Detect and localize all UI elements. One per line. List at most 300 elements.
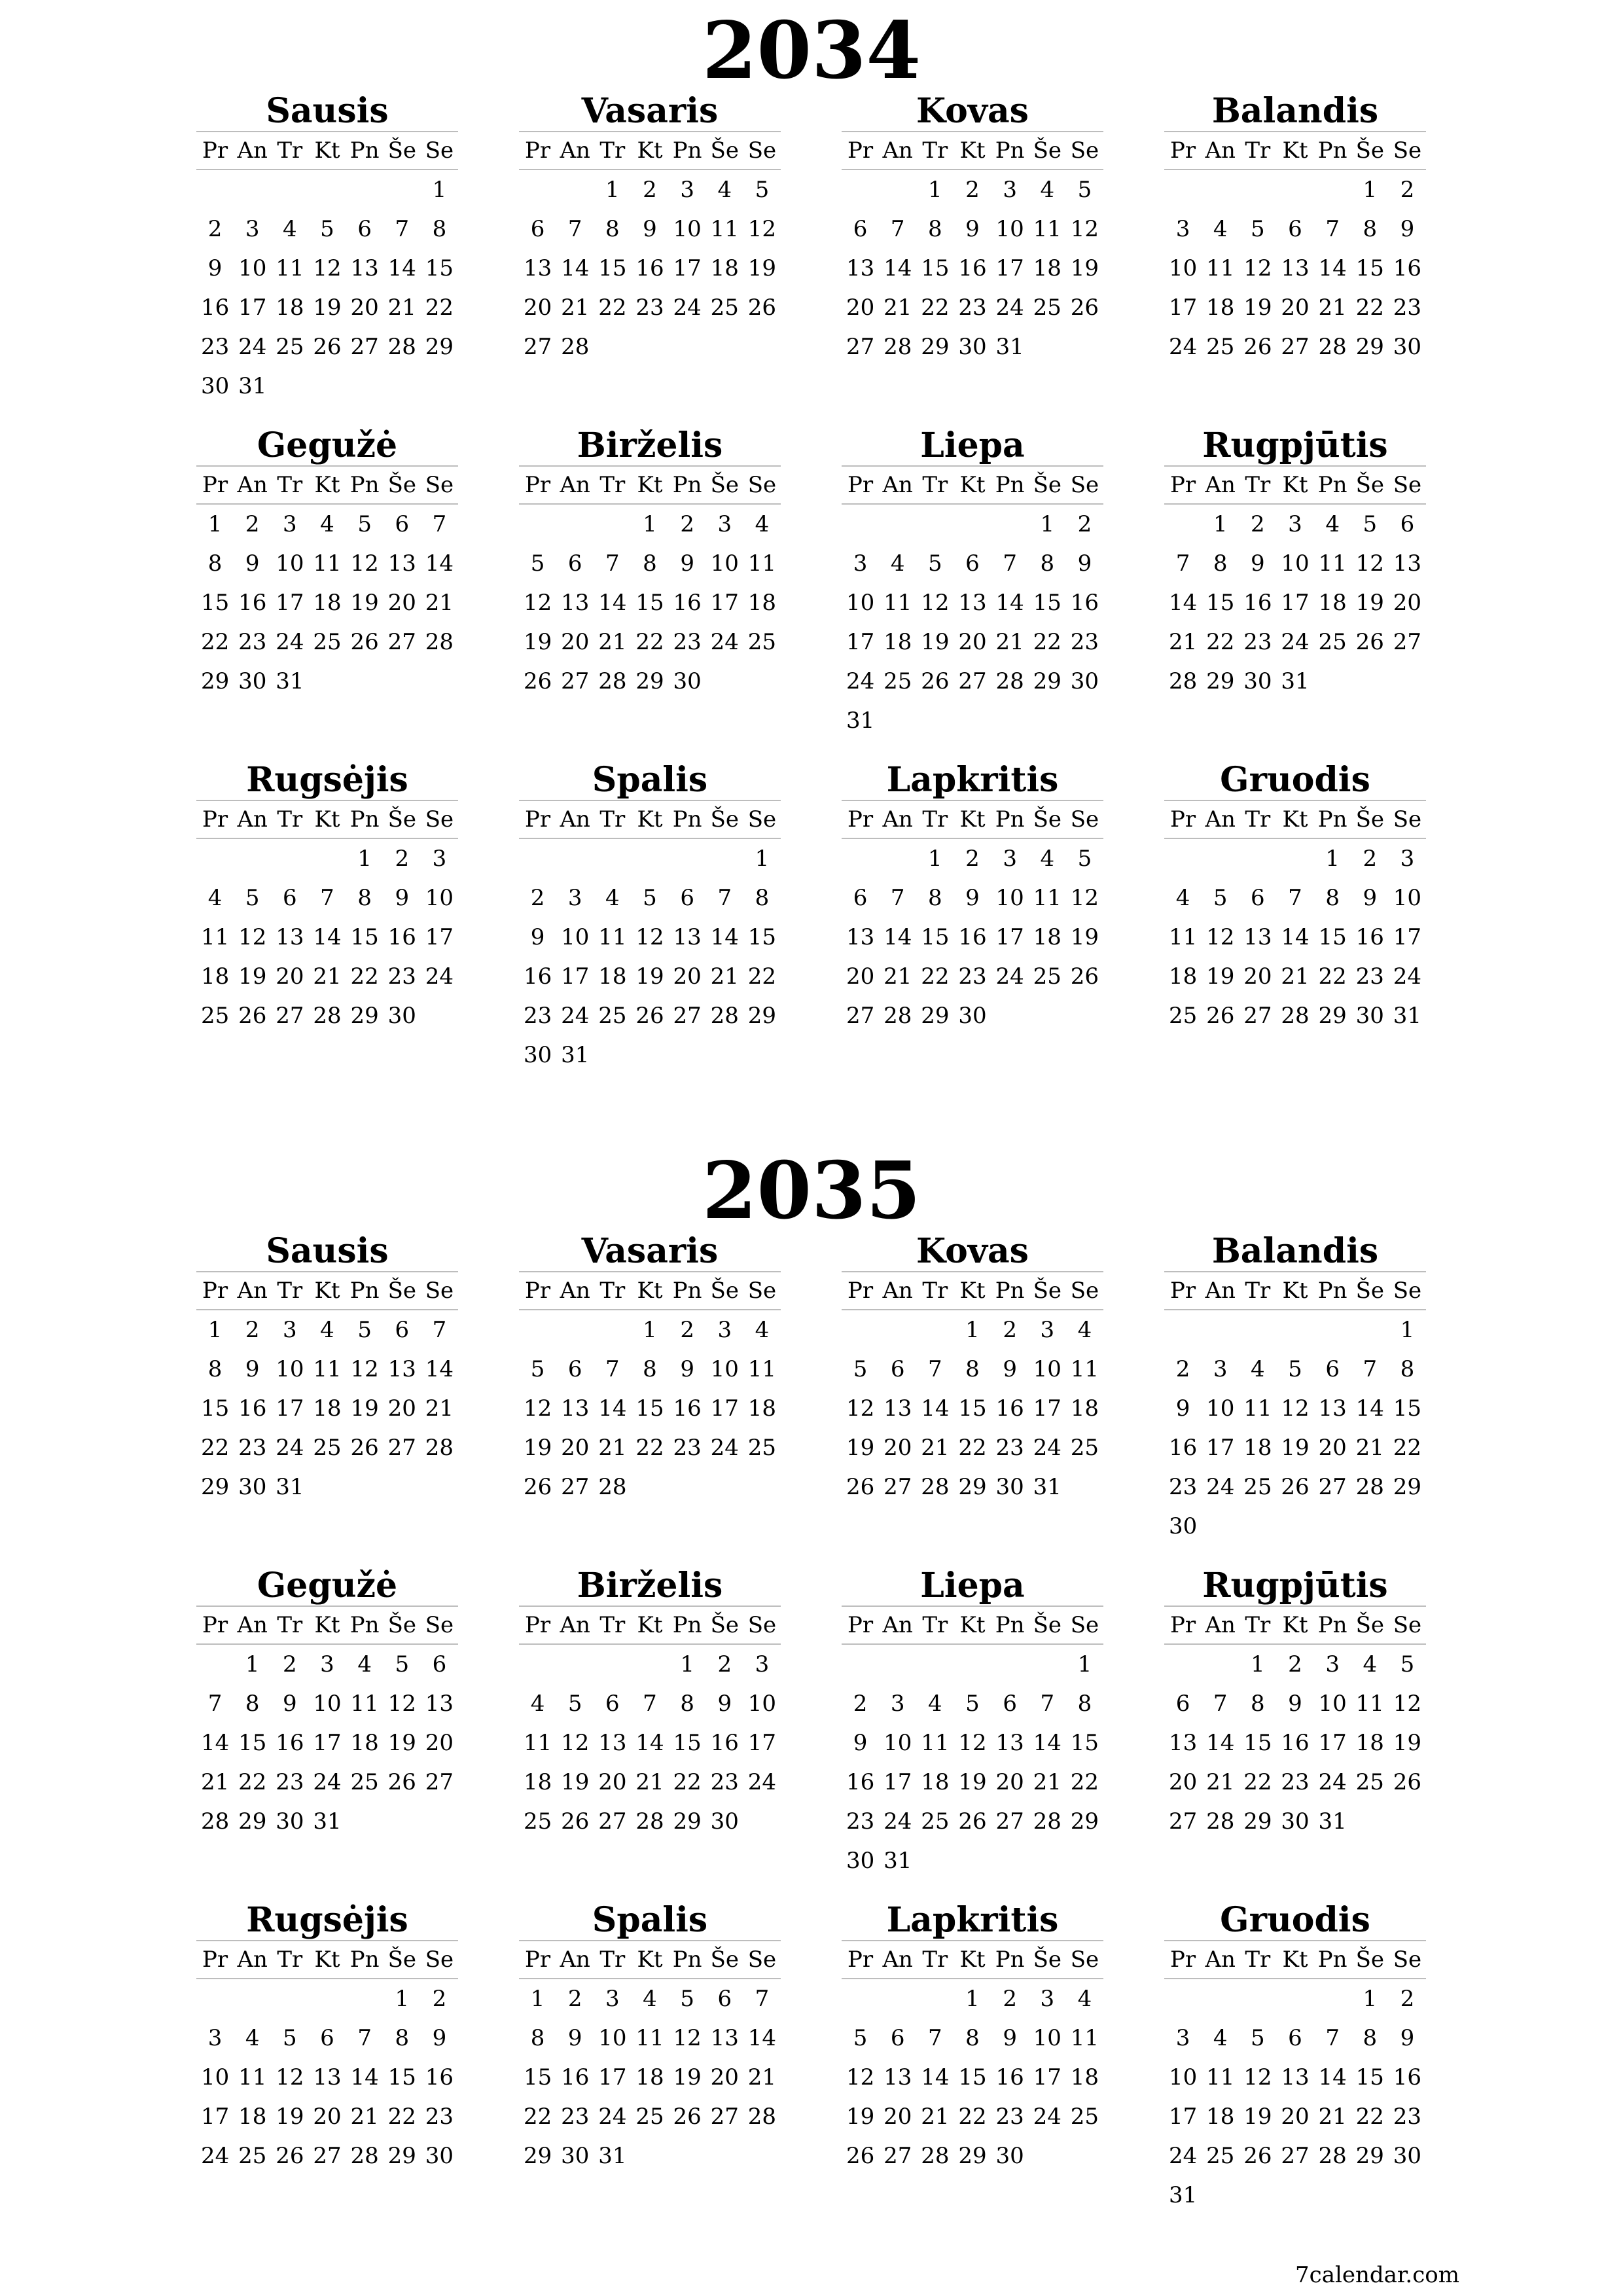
day-cell: 18 [1243, 1435, 1272, 1461]
day-cell: 1 [1251, 1651, 1265, 1677]
weekday-label: Tr [599, 137, 626, 164]
day-cell: 11 [350, 1691, 379, 1717]
day-cell: 15 [747, 924, 777, 950]
day-cell: 9 [245, 550, 260, 577]
empty-day-cell [1164, 170, 1202, 209]
day-cell: 7 [605, 1356, 620, 1382]
day-cell: 14 [635, 1730, 664, 1756]
day-cell: 10 [1168, 2064, 1198, 2090]
month-block [519, 426, 781, 740]
day-cell: 4 [207, 885, 223, 911]
day-cell: 10 [1393, 885, 1422, 911]
day-cell: 29 [635, 668, 664, 694]
weekday-label: Pr [1170, 137, 1196, 164]
day-cell: 16 [238, 1395, 267, 1422]
day-cell: 23 [238, 629, 267, 655]
weekday-label: Tr [1245, 1612, 1271, 1638]
day-cell: 10 [1168, 255, 1198, 281]
month-name: Sausis [196, 92, 458, 132]
day-cell: 30 [1393, 2143, 1422, 2169]
weekday-label: Pn [995, 1946, 1025, 1973]
weekday-header-row [842, 132, 1103, 170]
day-cell: 6 [1175, 1691, 1190, 1717]
day-cell: 25 [1243, 1474, 1272, 1500]
day-cell: 9 [530, 924, 545, 950]
day-cell: 3 [283, 1317, 297, 1343]
day-cell: 20 [1318, 1435, 1347, 1461]
day-cell: 18 [1168, 963, 1198, 990]
empty-day-cell [234, 170, 271, 209]
empty-day-cell [383, 170, 421, 209]
day-cell: 20 [276, 963, 304, 990]
empty-day-cell [594, 505, 631, 544]
day-cell: 8 [755, 885, 770, 911]
day-cell: 1 [965, 1986, 980, 2012]
weekday-label: Pr [525, 1946, 551, 1973]
empty-day-cell [1239, 1979, 1276, 2018]
day-cell: 24 [1168, 334, 1198, 360]
day-cell: 30 [1393, 334, 1422, 360]
day-cell: 8 [643, 550, 657, 577]
day-cell: 2 [717, 1651, 732, 1677]
day-cell: 31 [883, 1848, 912, 1874]
month-block [1164, 1232, 1426, 1546]
day-cell: 14 [200, 1730, 230, 1756]
day-cell: 8 [928, 216, 942, 242]
day-cell: 1 [432, 177, 447, 203]
weekday-label: Tr [922, 1946, 948, 1973]
weekday-label: Pr [847, 1946, 874, 1973]
days-grid [1164, 1310, 1426, 1546]
day-cell: 28 [635, 1808, 664, 1835]
day-cell: 8 [207, 1356, 223, 1382]
day-cell: 12 [1393, 1691, 1422, 1717]
empty-day-cell [308, 1979, 346, 2018]
day-cell: 11 [1033, 885, 1061, 911]
day-cell: 15 [958, 2064, 987, 2090]
month-name: Sausis [196, 1232, 458, 1272]
day-cell: 27 [313, 2143, 342, 2169]
empty-day-cell [879, 839, 916, 878]
month-block [196, 92, 458, 406]
empty-day-cell [556, 839, 594, 878]
empty-day-cell [271, 839, 308, 878]
day-cell: 29 [673, 1808, 702, 1835]
day-cell: 1 [207, 511, 223, 537]
day-cell: 13 [523, 255, 552, 281]
empty-day-cell [519, 170, 556, 209]
days-grid [196, 839, 458, 1075]
day-cell: 10 [846, 590, 875, 616]
empty-day-cell [1314, 1979, 1351, 2018]
weekday-label: Še [1355, 1278, 1384, 1304]
empty-day-cell [308, 839, 346, 878]
weekday-label: Pn [1317, 137, 1347, 164]
empty-day-cell [1202, 1310, 1239, 1350]
day-cell: 27 [1243, 1003, 1272, 1029]
weekday-label: Kt [959, 806, 986, 833]
month-block [196, 761, 458, 1075]
day-cell: 16 [238, 590, 267, 616]
day-cell: 18 [276, 295, 304, 321]
day-cell: 24 [1168, 2143, 1198, 2169]
weekday-label: Kt [314, 472, 340, 498]
day-cell: 9 [1175, 1395, 1190, 1422]
day-cell: 10 [276, 1356, 304, 1382]
weekday-label: An [237, 806, 268, 833]
day-cell: 31 [276, 668, 304, 694]
day-cell: 3 [1003, 177, 1017, 203]
day-cell: 18 [350, 1730, 379, 1756]
day-cell: 14 [710, 924, 739, 950]
day-cell: 5 [643, 885, 657, 911]
weekday-label: An [1205, 1612, 1236, 1638]
weekday-label: Še [387, 472, 416, 498]
day-cell: 14 [1318, 255, 1347, 281]
day-cell: 2 [1400, 1986, 1415, 2012]
day-cell: 11 [313, 1356, 342, 1382]
day-cell: 24 [710, 1435, 739, 1461]
day-cell: 6 [605, 1691, 620, 1717]
weekday-label: Kt [314, 806, 340, 833]
weekday-label: Kt [1282, 472, 1308, 498]
day-cell: 15 [921, 924, 950, 950]
weekday-label: Pr [525, 1612, 551, 1638]
empty-day-cell [879, 1645, 916, 1684]
day-cell: 29 [1243, 1808, 1272, 1835]
day-cell: 8 [1213, 550, 1228, 577]
empty-day-cell [991, 505, 1029, 544]
day-cell: 10 [200, 2064, 230, 2090]
day-cell: 30 [238, 668, 267, 694]
day-cell: 13 [846, 255, 875, 281]
day-cell: 20 [313, 2104, 342, 2130]
empty-day-cell [271, 170, 308, 209]
day-cell: 9 [567, 2025, 582, 2051]
weekday-label: Se [1393, 472, 1422, 498]
day-cell: 5 [320, 216, 334, 242]
day-cell: 18 [1070, 1395, 1099, 1422]
weekday-header-row [842, 801, 1103, 839]
day-cell: 20 [846, 295, 875, 321]
day-cell: 1 [357, 846, 372, 872]
month-name: Rugpjūtis [1164, 1566, 1426, 1607]
day-cell: 19 [1243, 295, 1272, 321]
weekday-label: Se [1393, 806, 1422, 833]
day-cell: 29 [387, 2143, 416, 2169]
day-cell: 27 [883, 2143, 912, 2169]
day-cell: 30 [995, 1474, 1024, 1500]
day-cell: 21 [747, 2064, 777, 2090]
day-cell: 22 [958, 1435, 987, 1461]
day-cell: 8 [965, 2025, 980, 2051]
day-cell: 23 [1355, 963, 1384, 990]
day-cell: 1 [965, 1317, 980, 1343]
day-cell: 14 [747, 2025, 777, 2051]
month-block [842, 761, 1103, 1075]
day-cell: 29 [523, 2143, 552, 2169]
day-cell: 28 [995, 668, 1024, 694]
day-cell: 9 [643, 216, 657, 242]
weekday-label: Kt [314, 137, 340, 164]
day-cell: 2 [530, 885, 545, 911]
empty-day-cell [879, 1979, 916, 2018]
weekday-label: Pn [1317, 1278, 1347, 1304]
day-cell: 27 [387, 629, 416, 655]
empty-day-cell [1239, 1310, 1276, 1350]
day-cell: 23 [846, 1808, 875, 1835]
weekday-label: An [1205, 806, 1236, 833]
day-cell: 2 [283, 1651, 297, 1677]
day-cell: 22 [1243, 1769, 1272, 1795]
day-cell: 4 [928, 1691, 942, 1717]
day-cell: 31 [846, 708, 875, 734]
day-cell: 4 [245, 2025, 260, 2051]
month-name: Lapkritis [842, 1901, 1103, 1941]
day-cell: 22 [200, 1435, 230, 1461]
month-name: Rugsėjis [196, 1901, 458, 1941]
weekday-label: Kt [314, 1946, 340, 1973]
weekday-label: Še [1355, 137, 1384, 164]
month-block [842, 426, 1103, 740]
day-cell: 12 [1243, 255, 1272, 281]
day-cell: 19 [387, 1730, 416, 1756]
day-cell: 7 [928, 1356, 942, 1382]
empty-day-cell [916, 505, 954, 544]
empty-day-cell [1202, 839, 1239, 878]
days-grid [196, 170, 458, 406]
day-cell: 15 [635, 1395, 664, 1422]
day-cell: 31 [238, 373, 267, 399]
empty-day-cell [1314, 1310, 1351, 1350]
empty-day-cell [1314, 170, 1351, 209]
day-cell: 10 [710, 550, 739, 577]
day-cell: 25 [313, 629, 342, 655]
day-cell: 23 [635, 295, 664, 321]
day-cell: 13 [883, 1395, 912, 1422]
empty-day-cell [916, 1310, 954, 1350]
month-name: Rugsėjis [196, 761, 458, 801]
day-cell: 29 [425, 334, 454, 360]
day-cell: 26 [1393, 1769, 1422, 1795]
day-cell: 18 [1033, 255, 1061, 281]
weekday-label: Pn [995, 472, 1025, 498]
empty-day-cell [556, 170, 594, 209]
day-cell: 10 [995, 885, 1024, 911]
day-cell: 3 [320, 1651, 334, 1677]
day-cell: 13 [1168, 1730, 1198, 1756]
day-cell: 16 [635, 255, 664, 281]
day-cell: 4 [1040, 846, 1055, 872]
weekday-label: Pr [1170, 1612, 1196, 1638]
weekday-label: Še [710, 806, 739, 833]
weekday-label: An [237, 1278, 268, 1304]
weekday-label: Tr [277, 137, 303, 164]
day-cell: 24 [1206, 1474, 1235, 1500]
day-cell: 21 [561, 295, 590, 321]
day-cell: 11 [598, 924, 627, 950]
day-cell: 13 [710, 2025, 739, 2051]
day-cell: 25 [1206, 334, 1235, 360]
day-cell: 28 [598, 1474, 627, 1500]
month-name: Balandis [1164, 1232, 1426, 1272]
day-cell: 5 [1251, 2025, 1265, 2051]
day-cell: 20 [1168, 1769, 1198, 1795]
day-cell: 17 [1281, 590, 1310, 616]
empty-day-cell [1239, 839, 1276, 878]
day-cell: 22 [523, 2104, 552, 2130]
weekday-label: Se [1070, 1278, 1099, 1304]
day-cell: 20 [598, 1769, 627, 1795]
day-cell: 28 [921, 1474, 950, 1500]
day-cell: 8 [643, 1356, 657, 1382]
weekday-label: Še [710, 1946, 739, 1973]
day-cell: 20 [350, 295, 379, 321]
day-cell: 31 [598, 2143, 627, 2169]
day-cell: 7 [395, 216, 410, 242]
day-cell: 29 [1206, 668, 1235, 694]
day-cell: 23 [995, 1435, 1024, 1461]
day-cell: 4 [1213, 2025, 1228, 2051]
day-cell: 17 [1393, 924, 1422, 950]
weekday-label: Pr [847, 137, 874, 164]
weekday-label: Kt [637, 806, 663, 833]
day-cell: 16 [995, 1395, 1024, 1422]
day-cell: 28 [425, 1435, 454, 1461]
weekday-label: Tr [922, 806, 948, 833]
weekday-label: Še [1355, 1612, 1384, 1638]
day-cell: 5 [357, 1317, 372, 1343]
day-cell: 9 [680, 1356, 694, 1382]
day-cell: 8 [680, 1691, 694, 1717]
days-grid [842, 1645, 1103, 1880]
day-cell: 13 [387, 1356, 416, 1382]
day-cell: 26 [921, 668, 950, 694]
day-cell: 8 [1077, 1691, 1092, 1717]
days-grid [1164, 1979, 1426, 2215]
month-name: Gegužė [196, 1566, 458, 1607]
empty-day-cell [556, 505, 594, 544]
day-cell: 15 [1243, 1730, 1272, 1756]
day-cell: 16 [958, 924, 987, 950]
day-cell: 30 [958, 1003, 987, 1029]
empty-day-cell [916, 1979, 954, 2018]
day-cell: 11 [635, 2025, 664, 2051]
weekday-label: Se [1393, 1278, 1422, 1304]
weekday-label: Pn [349, 806, 380, 833]
day-cell: 25 [523, 1808, 552, 1835]
day-cell: 30 [1070, 668, 1099, 694]
days-grid [1164, 505, 1426, 740]
day-cell: 1 [755, 846, 770, 872]
day-cell: 21 [350, 2104, 379, 2130]
day-cell: 11 [1355, 1691, 1384, 1717]
day-cell: 14 [350, 2064, 379, 2090]
day-cell: 31 [1281, 668, 1310, 694]
day-cell: 2 [1251, 511, 1265, 537]
day-cell: 3 [1175, 2025, 1190, 2051]
day-cell: 22 [1318, 963, 1347, 990]
day-cell: 12 [276, 2064, 304, 2090]
day-cell: 25 [313, 1435, 342, 1461]
day-cell: 18 [523, 1769, 552, 1795]
day-cell: 10 [710, 1356, 739, 1382]
weekday-label: Pn [672, 1612, 702, 1638]
day-cell: 26 [1206, 1003, 1235, 1029]
empty-day-cell [631, 1645, 668, 1684]
days-grid [196, 1979, 458, 2215]
day-cell: 16 [995, 2064, 1024, 2090]
day-cell: 6 [1003, 1691, 1017, 1717]
day-cell: 24 [561, 1003, 590, 1029]
day-cell: 3 [283, 511, 297, 537]
days-grid [519, 1979, 781, 2215]
day-cell: 19 [1070, 255, 1099, 281]
day-cell: 7 [643, 1691, 657, 1717]
day-cell: 24 [1033, 2104, 1061, 2130]
month-block [196, 1901, 458, 2215]
day-cell: 22 [635, 629, 664, 655]
day-cell: 11 [276, 255, 304, 281]
day-cell: 22 [387, 2104, 416, 2130]
weekday-label: Se [747, 806, 777, 833]
days-grid [842, 839, 1103, 1075]
day-cell: 22 [598, 295, 627, 321]
day-cell: 29 [958, 1474, 987, 1500]
day-cell: 17 [710, 590, 739, 616]
day-cell: 19 [1243, 2104, 1272, 2130]
day-cell: 23 [276, 1769, 304, 1795]
weekday-label: Še [1033, 1278, 1061, 1304]
weekday-label: Pn [672, 806, 702, 833]
day-cell: 2 [1077, 511, 1092, 537]
day-cell: 2 [1363, 846, 1378, 872]
day-cell: 7 [890, 885, 905, 911]
day-cell: 2 [207, 216, 223, 242]
day-cell: 3 [1175, 216, 1190, 242]
weekday-label: Še [710, 1278, 739, 1304]
weekday-header-row [196, 132, 458, 170]
day-cell: 19 [673, 2064, 702, 2090]
day-cell: 25 [1033, 963, 1061, 990]
weekday-label: Še [1355, 1946, 1384, 1973]
month-block [196, 1566, 458, 1880]
day-cell: 25 [1355, 1769, 1384, 1795]
day-cell: 31 [1318, 1808, 1347, 1835]
day-cell: 12 [1070, 885, 1099, 911]
day-cell: 20 [561, 1435, 590, 1461]
day-cell: 6 [890, 1356, 905, 1382]
day-cell: 21 [1318, 295, 1347, 321]
weekday-header-row [842, 467, 1103, 505]
empty-day-cell [346, 170, 383, 209]
day-cell: 14 [561, 255, 590, 281]
day-cell: 18 [883, 629, 912, 655]
weekday-label: Tr [599, 1278, 626, 1304]
weekday-label: Tr [1245, 806, 1271, 833]
day-cell: 11 [1070, 1356, 1099, 1382]
day-cell: 18 [1206, 295, 1235, 321]
month-block [1164, 761, 1426, 1075]
day-cell: 6 [1325, 1356, 1340, 1382]
day-cell: 22 [425, 295, 454, 321]
empty-day-cell [1239, 170, 1276, 209]
day-cell: 3 [1288, 511, 1302, 537]
day-cell: 19 [1206, 963, 1235, 990]
day-cell: 28 [561, 334, 590, 360]
day-cell: 14 [1355, 1395, 1384, 1422]
empty-day-cell [842, 1979, 879, 2018]
